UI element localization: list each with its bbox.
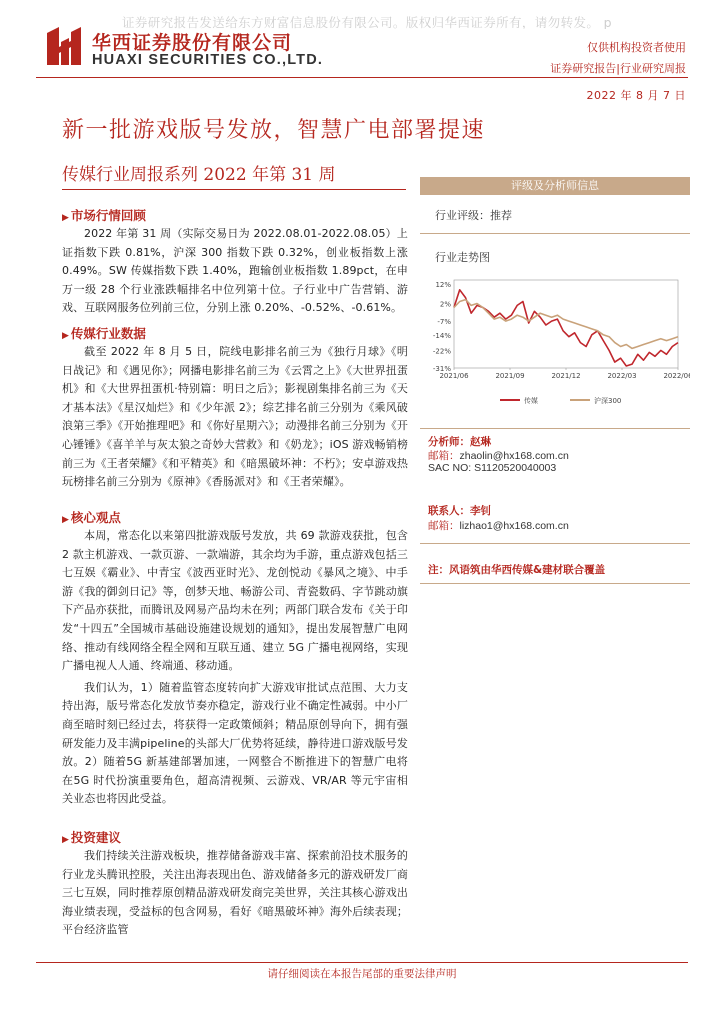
section-paragraph: 2022 年第 31 周（实际交易日为 2022.08.01-2022.08.05）上证指数下跌 0.81%，沪深 300 指数下跌 0.32%，创业板指数上涨 0.49%。SW 传媒指数下跌 1.40%，跑输创业板指数 1.89pct，在申万一级 28 个行业涨跌幅排名中位列第十位。子行业中广告营销、游戏、互联网服务位列前三位，分别上涨 0.20%、-0.52%、-0.61%。	[62, 227, 408, 315]
chart-plot-frame	[454, 280, 678, 368]
y-tick-label: -22%	[432, 347, 451, 356]
y-tick-label: -7%	[437, 318, 451, 327]
x-tick-label: 2021/12	[551, 372, 581, 380]
triangle-bullet-icon: ▶	[62, 515, 69, 525]
series-line-csi300	[454, 300, 678, 349]
section-core-view	[62, 509, 408, 809]
trend-chart-svg	[420, 270, 690, 422]
report-type: 证券研究报告|行业研究周报	[550, 62, 686, 75]
y-tick-label: -14%	[432, 331, 451, 340]
section-industry-data	[62, 325, 408, 492]
section-paragraph: 截至 2022 年 8 月 5 日，院线电影排名前三为《独行月球》《明日战记》和《遇见你》；网播电影排名前三为《云霄之上》《大世界扭蛋机》和《大世界扭蛋机·特别篇：明日之后》；影视剧集排名前三为《天才基本法》《星汉灿烂》和《少年派 2》；综艺排名前三分别为《乘风破浪第三季》《开始推理吧》和《你好星期六》；动漫排名前三分别为《开心锤锤》《喜羊羊与灰太狼之奇妙大营救》和《奶龙》；iOS 游戏畅销榜前三为《王者荣耀》《和平精英》和《暗黑破坏神：不朽》；安卓游戏热玩榜排名前三分别为《原神》《香肠派对》和《王者荣耀》。	[62, 345, 408, 489]
trend-chart	[420, 270, 690, 422]
y-tick-label: 12%	[435, 280, 451, 289]
legend-label: 沪深300	[594, 397, 622, 405]
triangle-bullet-icon: ▶	[62, 835, 69, 845]
legend-label: 传媒	[524, 397, 538, 405]
analyst-sac: SAC NO: S1120520040003	[428, 462, 557, 474]
sidebar-divider	[420, 428, 690, 429]
watermark-text: 证券研究报告发送给东方财富信息股份有限公司。版权归华西证券所有，请勿转发。 p	[122, 15, 613, 29]
contact-email-row: 邮箱：lizhao1@hx168.com.cn	[428, 520, 569, 532]
contact-email[interactable]: lizhao1@hx168.com.cn	[459, 520, 569, 532]
contact-name: 联系人：李钊	[428, 505, 491, 517]
section-paragraph: 本周，常态化以来第四批游戏版号发放，共 69 款游戏获批，包含 2 款主机游戏、一款页游、一款端游，其余均为手游，重点游戏包括三七互娱《霸业》、中青宝《波西亚时光》、龙创悦动《暴风之境》、中手游《我的御剑日记》等，创梦天地、畅游公司、青瓷数码、字节跳动旗下产品亦获批，而腾讯及网易产品均未在列；两部门联合发布《关于印发“十四五”全国城市基础设施建设规划的通知》，提出发展智慧广电网络、推动有线网络全程全网和互联互通、建立 5G 广播电视网络，实现广播电视人人通、终端通、移动通。	[62, 529, 408, 673]
rating-analyst-bar: 评级及分析师信息	[420, 177, 690, 195]
triangle-bullet-icon: ▶	[62, 213, 69, 223]
sidebar-divider	[420, 543, 690, 544]
analyst-email[interactable]: zhaolin@hx168.com.cn	[459, 450, 569, 462]
analyst-name: 分析师：赵琳	[428, 436, 491, 448]
section-paragraph: 我们持续关注游戏板块，推荐储备游戏丰富、探索前沿技术服务的行业龙头腾讯控股，关注出海表现出色、游戏储备多元的游戏研发厂商三七互娱，同时推荐原创精品游戏研发商完美世界，关注其核心游戏出海业绩表现，受益标的包含网易，看好《暗黑破坏神》海外后续表现；平台经济监管	[62, 849, 408, 937]
company-name-cn: 华西证券股份有限公司	[92, 32, 293, 54]
subtitle-divider	[62, 189, 406, 190]
section-heading: ▶ 投资建议	[62, 830, 121, 845]
x-tick-label: 2022/06	[663, 372, 690, 380]
footer-divider	[36, 962, 688, 963]
x-tick-label: 2021/06	[439, 372, 469, 380]
report-date: 2022 年 8 月 7 日	[586, 89, 686, 102]
report-subtitle: 传媒行业周报系列 2022 年第 31 周	[62, 165, 336, 185]
triangle-bullet-icon: ▶	[62, 331, 69, 341]
legal-footer: 请仔细阅读在本报告尾部的重要法律声明	[267, 968, 457, 980]
audience-note: 仅供机构投资者使用	[587, 41, 686, 54]
y-tick-label: 2%	[439, 300, 451, 309]
report-title: 新一批游戏版号发放，智慧广电部署提速	[62, 118, 486, 143]
section-heading: ▶ 核心观点	[62, 510, 121, 525]
section-heading: ▶ 市场行情回顾	[62, 208, 146, 223]
series-line-media	[454, 290, 678, 366]
huaxi-logo-icon	[47, 27, 81, 65]
company-name-en: HUAXI SECURITIES CO.,LTD.	[92, 52, 324, 68]
industry-rating: 行业评级：推荐	[435, 209, 512, 222]
analyst-email-row: 邮箱：zhaolin@hx168.com.cn	[428, 450, 569, 462]
sidebar-divider	[420, 233, 690, 234]
coverage-note: 注：风语筑由华西传媒&建材联合覆盖	[428, 564, 606, 576]
section-market-review	[62, 207, 408, 318]
x-tick-label: 2021/09	[495, 372, 525, 380]
section-paragraph: 我们认为，1）随着监管态度转向扩大游戏审批试点范围、大力支持出海，版号常态化发放节奏亦稳定，游戏行业不确定性减弱。中小厂商至暗时刻已经过去，将获得一定政策倾斜；精品原创导向下，拥有强研发能力及丰满pipeline的头部大厂优势将延续，静待进口游戏版号发放。2）随着5G 新基建部署加速，一网整合不断推进下的智慧广电将在5G 时代扮演重要角色，超高清视频、云游戏、VR/AR 等元宇宙相关业态也将因此受益。	[62, 680, 408, 806]
section-investment-advice	[62, 829, 408, 940]
header-divider	[36, 77, 688, 78]
x-tick-label: 2022/03	[607, 372, 637, 380]
y-tick-label: -31%	[432, 365, 451, 373]
trend-chart-title: 行业走势图	[435, 251, 490, 264]
section-heading: ▶ 传媒行业数据	[62, 326, 146, 341]
sidebar-divider	[420, 583, 690, 584]
